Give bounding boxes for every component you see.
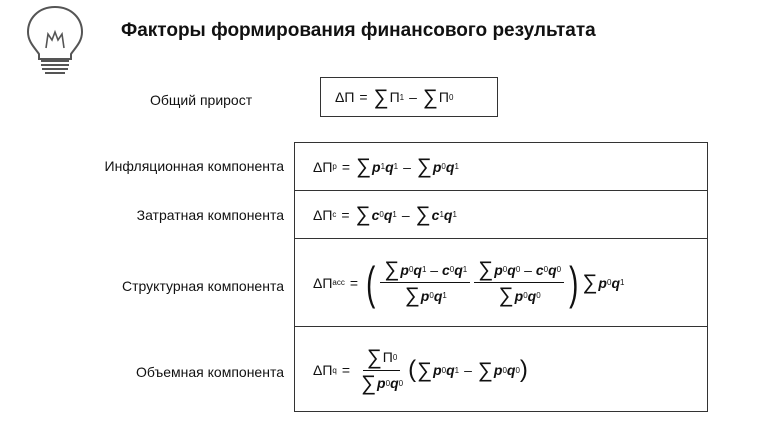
volume-component-label: Объемная компонента: [136, 364, 284, 380]
total-growth-formula: ΔП = ∑ П 1 – ∑ П 0: [320, 77, 498, 117]
structural-component-label: Структурная компонента: [122, 278, 284, 294]
structural-formula: ΔП асс = ( ∑ p 0 q 1 – c 0 q 1 ∑ p 0 q 1 ∑ p 0 q 0 – c 0 q 0 ∑ p 0 q 0 ) ∑ p 0 q 1: [295, 239, 707, 327]
inflation-component-label: Инфляционная компонента: [104, 158, 284, 174]
light-bulb-icon: [18, 4, 92, 78]
formula-table: [294, 142, 708, 412]
cost-component-label: Затратная компонента: [136, 207, 284, 223]
page-title: Факторы формирования финансового результата: [121, 20, 596, 41]
volume-formula: ΔП q = ∑ П 0 ∑ p 0 q 0 ( ∑ p 0 q 1 – ∑ p 0 q 0 ): [313, 345, 528, 395]
cost-formula: ΔП c = ∑ c 0 q 1 – ∑ c 1 q 1: [295, 191, 707, 239]
total-growth-label: Общий прирост: [150, 92, 253, 108]
inflation-formula: ΔП p = ∑ p 1 q 1 – ∑ p 0 q 1: [295, 143, 707, 191]
